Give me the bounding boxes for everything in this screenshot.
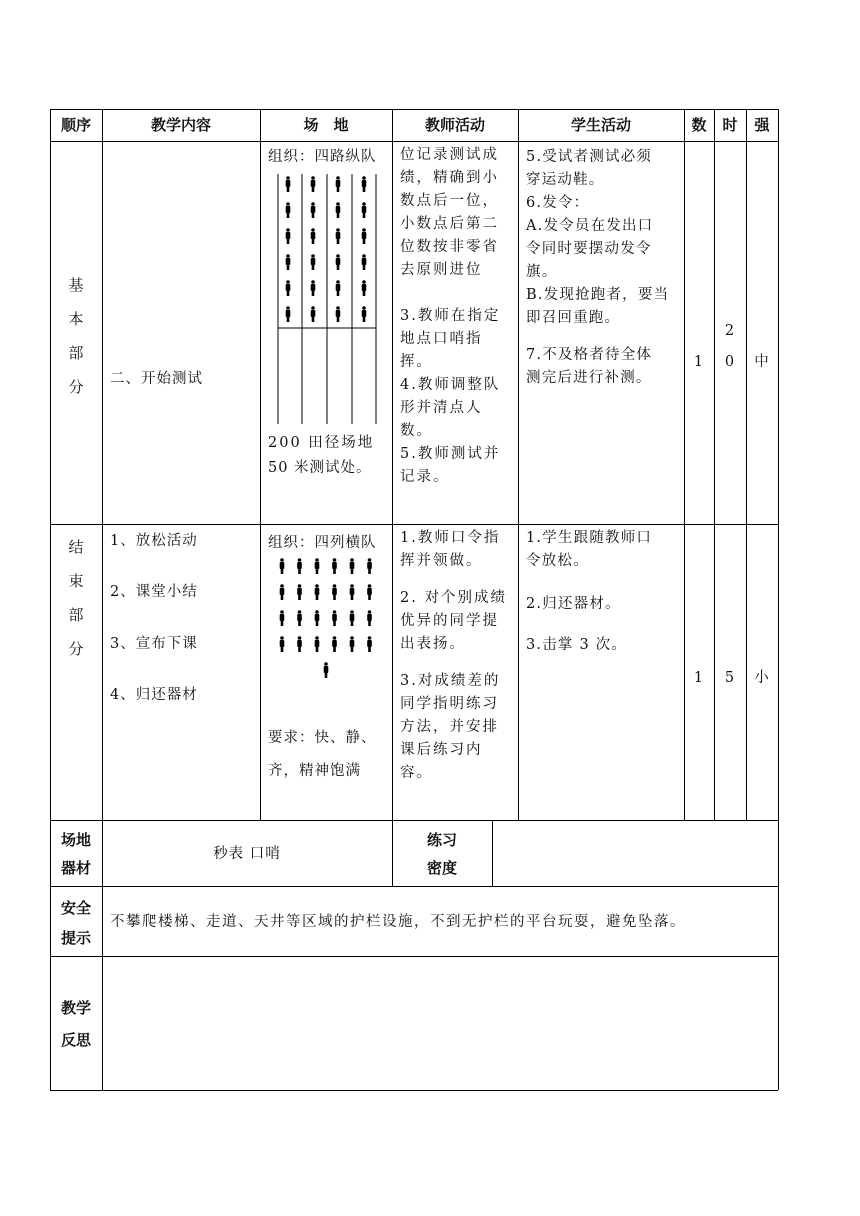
person-icon (297, 558, 302, 574)
text-line: 数点后一位， (400, 193, 499, 209)
text-line: 形并清点人 (400, 400, 483, 416)
text-line (400, 656, 516, 670)
basic-label-char: 部 (68, 344, 84, 362)
ending-venue-req2: 齐，精神饱满 (268, 763, 361, 779)
text-line: 旗。 (526, 264, 558, 280)
person-icon (311, 254, 316, 270)
person-icon (315, 558, 320, 574)
person-icon (286, 202, 291, 218)
person-icon (286, 280, 291, 296)
person-icon (297, 610, 302, 626)
person-icon (280, 636, 285, 652)
basic-label-char: 分 (68, 378, 84, 396)
header-teacher: 教师活动 (424, 116, 485, 134)
person-icon (297, 636, 302, 652)
header-student: 学生活动 (570, 116, 631, 134)
basic-section-label (50, 268, 102, 404)
person-icon (336, 306, 341, 322)
basic-venue-note2: 50 米测试处。 (268, 460, 372, 476)
text-line (400, 573, 516, 587)
text-line: 令放松。 (526, 553, 589, 569)
ending-label-char: 束 (68, 572, 84, 590)
text-line: 5.受试者测试必须 (526, 149, 653, 165)
ending-student-activity (526, 527, 682, 657)
ending-label-char: 分 (68, 640, 84, 658)
equipment-value: 秒表 口哨 (213, 846, 281, 862)
ending-teacher-activity (400, 527, 516, 785)
person-icon (362, 254, 367, 270)
person-icon (367, 610, 372, 626)
table-border-bottom (50, 1090, 778, 1091)
person-icon (286, 228, 291, 244)
basic-row-divider (50, 524, 778, 525)
text-line: 2. 对个别成绩 (400, 590, 507, 606)
person-icon (315, 584, 320, 600)
text-line: 优异的同学提 (400, 613, 499, 629)
ending-time: 5 (724, 670, 736, 686)
person-icon (280, 610, 285, 626)
person-icon (336, 228, 341, 244)
text-line: 2.归还器材。 (526, 596, 621, 612)
person-icon (311, 202, 316, 218)
text-line: 6.发令： (526, 195, 590, 211)
text-line: 同学指明练习 (400, 696, 499, 712)
ending-label-char: 部 (68, 606, 84, 624)
person-icon (350, 636, 355, 652)
text-line: 7.不及格者待全体 (526, 347, 653, 363)
ending-row-divider (50, 820, 778, 821)
text-line: 小数点后第二 (400, 216, 499, 232)
label-line: 提示 (60, 929, 91, 947)
person-icon (350, 558, 355, 574)
person-icon (311, 306, 316, 322)
text-line: 数。 (400, 423, 433, 439)
col-divider-6 (714, 109, 715, 820)
text-line (526, 330, 682, 344)
person-icon (362, 176, 367, 192)
col-divider-3 (392, 109, 393, 886)
text-line: 地点口哨指 (400, 331, 483, 347)
label-line: 密度 (426, 859, 457, 877)
person-icon (336, 254, 341, 270)
text-line: 3.对成绩差的 (400, 673, 501, 689)
text-line (400, 282, 516, 305)
person-icon (350, 610, 355, 626)
text-line: 绩，精确到小 (400, 170, 499, 186)
person-icon (362, 280, 367, 296)
table-border-right (778, 109, 779, 1090)
ending-venue-org: 组织：四列横队 (268, 535, 377, 551)
text-line (526, 573, 682, 593)
text-line: 位记录测试成 (400, 147, 499, 163)
header-count: 数 (691, 116, 707, 134)
header-order: 顺序 (60, 116, 91, 134)
person-icon (332, 636, 337, 652)
person-icon (286, 176, 291, 192)
text-line: 记录。 (400, 469, 450, 485)
header-intensity: 强 (754, 116, 770, 134)
person-icon (324, 662, 329, 678)
column-persons (286, 176, 367, 322)
header-venue: 场 地 (303, 116, 349, 134)
text-line: 挥并领做。 (400, 553, 483, 569)
text-line: 即召回重跑。 (526, 310, 621, 326)
person-icon (311, 228, 316, 244)
person-icon (362, 202, 367, 218)
col-divider-4 (518, 109, 519, 820)
basic-content: 二、开始测试 (110, 371, 203, 387)
ending-section-label (50, 530, 102, 666)
person-icon (297, 584, 302, 600)
person-icon (286, 254, 291, 270)
header-row-divider (50, 141, 778, 142)
text-line: 3.教师在指定 (400, 308, 501, 324)
col-divider-1 (102, 109, 103, 1090)
person-icon (367, 558, 372, 574)
ending-content-item: 2、课堂小结 (110, 584, 198, 600)
text-line: 位数按非零省 (400, 239, 499, 255)
basic-label-char: 基 (68, 276, 84, 294)
ending-intensity: 小 (754, 670, 770, 686)
label-line: 器材 (60, 859, 91, 877)
basic-venue-org: 组织：四路纵队 (268, 149, 377, 165)
person-icon (362, 228, 367, 244)
ending-label-char: 结 (68, 538, 84, 556)
basic-count: 1 (693, 354, 705, 370)
table-border-top (50, 109, 778, 110)
ending-content-item: 1、放松活动 (110, 533, 198, 549)
label-line: 练习 (426, 831, 457, 849)
col-divider-2 (260, 109, 261, 820)
text-line: 方法，并安排 (400, 719, 499, 735)
density-label (392, 826, 492, 882)
text-line: 1.学生跟随教师口 (526, 530, 653, 546)
reflection-label (50, 992, 102, 1056)
header-time: 时 (722, 116, 738, 134)
person-icon (315, 610, 320, 626)
person-icon (315, 636, 320, 652)
basic-time-top: 2 (724, 323, 736, 339)
basic-teacher-activity (400, 144, 516, 489)
person-icon (336, 280, 341, 296)
safety-label (50, 893, 102, 953)
person-icon (332, 584, 337, 600)
column-formation-diagram (270, 170, 386, 428)
person-icon (286, 306, 291, 322)
text-line: 5.教师测试并 (400, 446, 501, 462)
ending-content-item: 4、归还器材 (110, 687, 198, 703)
text-line: 穿运动鞋。 (526, 172, 605, 188)
text-line: 3.击掌 3 次。 (526, 637, 628, 653)
basic-time-bottom: 0 (724, 354, 736, 370)
safety-text: 不攀爬楼梯、走道、天井等区域的护栏设施，不到无护栏的平台玩耍，避免坠落。 (110, 914, 686, 930)
col-divider-7 (746, 109, 747, 820)
text-line: 1.教师口令指 (400, 530, 501, 546)
text-line: 令同时要摆动发令 (526, 241, 652, 257)
person-icon (336, 176, 341, 192)
text-line: 挥。 (400, 354, 433, 370)
label-line: 安全 (60, 899, 91, 917)
person-icon (362, 306, 367, 322)
text-line: B.发现抢跑者，要当 (526, 287, 670, 303)
basic-label-char: 本 (68, 310, 84, 328)
text-line (526, 616, 682, 634)
person-icon (367, 584, 372, 600)
row-formation-diagram (274, 556, 384, 688)
text-line: 4.教师调整队 (400, 377, 501, 393)
text-line: 课后练习内 (400, 742, 483, 758)
person-icon (332, 558, 337, 574)
col-divider-5 (684, 109, 685, 820)
equipment-label (50, 826, 102, 882)
equipment-row-divider (50, 886, 778, 887)
text-line: 出表扬。 (400, 636, 466, 652)
col-divider-density (492, 820, 493, 886)
safety-row-divider (50, 956, 778, 957)
ending-venue-req1: 要求：快、静、 (268, 730, 377, 746)
person-icon (332, 610, 337, 626)
text-line: 容。 (400, 765, 433, 781)
text-line: A.发令员在发出口 (526, 218, 654, 234)
person-icon (350, 584, 355, 600)
label-line: 场地 (60, 831, 91, 849)
basic-student-activity (526, 146, 682, 390)
label-line: 教学 (60, 999, 91, 1017)
text-line: 去原则进位 (400, 262, 483, 278)
basic-venue-note1: 200 田径场地 (268, 435, 375, 451)
person-icon (280, 584, 285, 600)
person-icon (336, 202, 341, 218)
person-icon (311, 176, 316, 192)
label-line: 反思 (60, 1031, 91, 1049)
ending-count: 1 (693, 670, 705, 686)
person-icon (367, 636, 372, 652)
text-line: 测完后进行补测。 (526, 370, 652, 386)
basic-intensity: 中 (754, 354, 770, 370)
person-icon (311, 280, 316, 296)
ending-content-item: 3、宣布下课 (110, 636, 198, 652)
row-persons (280, 558, 372, 678)
person-icon (280, 558, 285, 574)
header-content: 教学内容 (150, 116, 211, 134)
